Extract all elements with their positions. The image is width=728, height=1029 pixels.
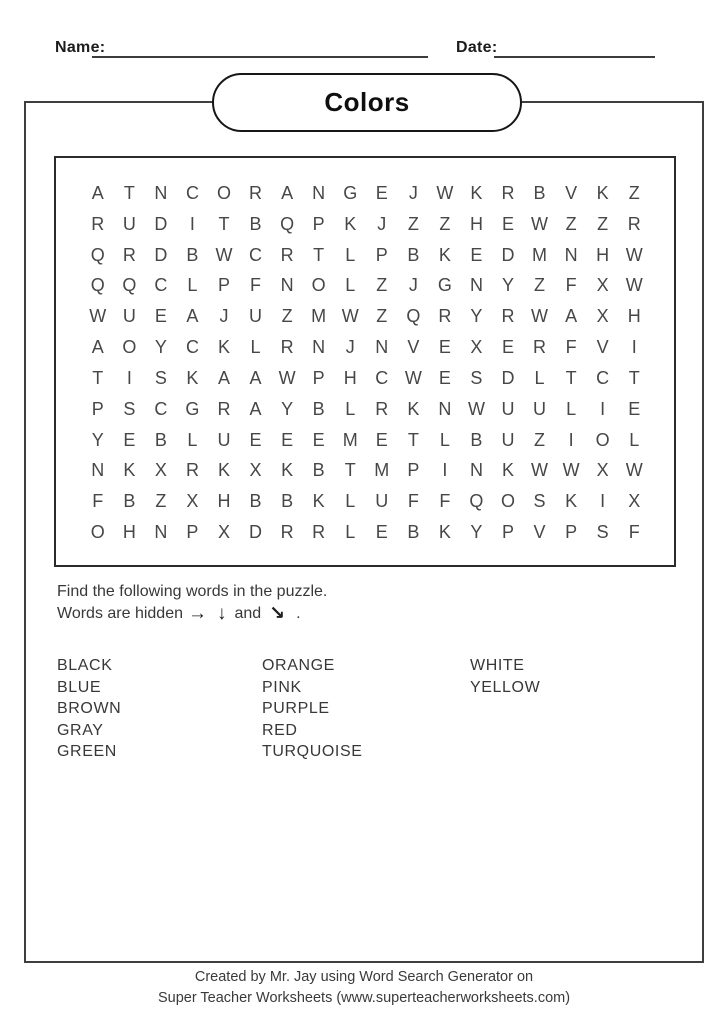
- grid-letter: E: [438, 337, 451, 358]
- grid-letter: Z: [407, 213, 419, 234]
- grid-letter: X: [596, 306, 609, 327]
- grid-letter: Y: [281, 398, 294, 419]
- grid-letter: J: [345, 337, 355, 358]
- grid-letter: I: [600, 491, 606, 512]
- puzzle-grid-box: [54, 156, 676, 567]
- grid-letter: B: [533, 182, 546, 203]
- grid-letter: Q: [122, 275, 137, 296]
- grid-letter: U: [501, 398, 515, 419]
- name-label: Name:: [55, 39, 106, 56]
- grid-letter: N: [280, 275, 294, 296]
- grid-letter: F: [250, 275, 262, 296]
- grid-letter: O: [311, 275, 326, 296]
- grid-letter: H: [343, 367, 357, 388]
- word-list-item: PURPLE: [262, 700, 330, 718]
- grid-letter: R: [217, 398, 231, 419]
- grid-letter: R: [375, 398, 389, 419]
- grid-letter: T: [344, 460, 356, 481]
- grid-letter: E: [375, 522, 388, 543]
- grid-letter: J: [377, 213, 387, 234]
- grid-letter: E: [501, 337, 514, 358]
- grid-letter: D: [249, 522, 263, 543]
- grid-letter: R: [249, 182, 263, 203]
- grid-letter: I: [631, 337, 637, 358]
- instructions-line2-prefix: Words are hidden: [57, 605, 183, 622]
- grid-letter: H: [469, 213, 483, 234]
- grid-letter: B: [312, 398, 325, 419]
- grid-letter: F: [628, 522, 640, 543]
- grid-letter: Z: [565, 213, 577, 234]
- grid-letter: N: [375, 337, 389, 358]
- instructions-period: .: [296, 605, 301, 622]
- grid-letter: R: [122, 244, 136, 265]
- grid-letter: W: [562, 460, 580, 481]
- grid-letter: P: [565, 522, 578, 543]
- grid-letter: C: [185, 337, 199, 358]
- grid-letter: F: [92, 491, 104, 512]
- grid-letter: H: [122, 522, 136, 543]
- grid-letter: K: [312, 491, 325, 512]
- grid-letter: A: [186, 306, 199, 327]
- grid-letter: B: [186, 244, 199, 265]
- grid-letter: X: [470, 337, 483, 358]
- grid-letter: W: [404, 367, 422, 388]
- instructions-and-label: and: [234, 605, 262, 622]
- grid-letter: P: [375, 244, 388, 265]
- grid-letter: K: [565, 491, 578, 512]
- grid-letter: C: [375, 367, 389, 388]
- grid-letter: T: [313, 244, 325, 265]
- grid-letter: B: [470, 429, 483, 450]
- name-blank-line: [92, 56, 428, 58]
- grid-letter: Q: [406, 306, 421, 327]
- grid-letter: M: [311, 306, 327, 327]
- grid-letter: W: [467, 398, 485, 419]
- grid-letter: Q: [90, 244, 105, 265]
- grid-letter: C: [154, 398, 168, 419]
- grid-letter: T: [218, 213, 230, 234]
- grid-letter: H: [596, 244, 610, 265]
- down-arrow-icon: ↓: [217, 603, 227, 624]
- grid-letter: V: [533, 522, 546, 543]
- grid-letter: R: [501, 182, 515, 203]
- grid-letter: J: [408, 182, 418, 203]
- grid-letter: B: [123, 491, 136, 512]
- grid-letter: S: [154, 367, 167, 388]
- grid-letter: Z: [534, 275, 546, 296]
- grid-letter: E: [501, 213, 514, 234]
- grid-letter: Z: [281, 306, 293, 327]
- word-list-item: GREEN: [57, 743, 117, 761]
- grid-letter: R: [438, 306, 452, 327]
- grid-letter: W: [278, 367, 296, 388]
- grid-letter: V: [407, 337, 420, 358]
- grid-letter: N: [154, 182, 168, 203]
- grid-letter: J: [408, 275, 418, 296]
- grid-letter: D: [501, 367, 515, 388]
- grid-letter: A: [565, 306, 578, 327]
- grid-letter: U: [122, 306, 136, 327]
- grid-letter: R: [185, 460, 199, 481]
- grid-letter: E: [249, 429, 262, 450]
- grid-letter: I: [600, 398, 606, 419]
- grid-letter: Q: [90, 275, 105, 296]
- footer-line2: Super Teacher Worksheets (www.superteacherworksheets.com): [157, 990, 571, 1006]
- footer-credit: [0, 967, 728, 1009]
- title-pill: [212, 73, 522, 132]
- grid-letter: X: [628, 491, 641, 512]
- grid-letter: C: [249, 244, 263, 265]
- grid-letter: E: [438, 367, 451, 388]
- word-list-column: [470, 655, 678, 763]
- grid-letter: O: [216, 182, 231, 203]
- grid-letter: O: [595, 429, 610, 450]
- grid-letter: F: [439, 491, 451, 512]
- grid-letter: E: [154, 306, 167, 327]
- grid-letter: O: [122, 337, 137, 358]
- grid-letter: Z: [439, 213, 451, 234]
- grid-letter: K: [596, 182, 609, 203]
- grid-letter: K: [217, 460, 230, 481]
- word-list-item: WHITE: [470, 657, 525, 674]
- grid-letter: R: [533, 337, 547, 358]
- grid-letter: K: [217, 337, 230, 358]
- grid-letter: T: [407, 429, 419, 450]
- grid-letter: L: [629, 429, 640, 450]
- letter-grid: [82, 178, 650, 548]
- grid-letter: B: [281, 491, 294, 512]
- word-list-item: PINK: [262, 678, 302, 696]
- grid-letter: W: [89, 306, 107, 327]
- grid-letter: R: [501, 306, 515, 327]
- grid-letter: X: [217, 522, 230, 543]
- grid-letter: N: [438, 398, 452, 419]
- date-label: Date:: [456, 39, 498, 56]
- grid-letter: U: [533, 398, 547, 419]
- grid-letter: Z: [155, 491, 167, 512]
- grid-letter: X: [186, 491, 199, 512]
- grid-letter: Y: [470, 306, 483, 327]
- instructions-line2: [57, 603, 327, 625]
- grid-letter: A: [91, 182, 104, 203]
- grid-letter: S: [123, 398, 136, 419]
- grid-letter: Z: [376, 275, 388, 296]
- grid-letter: E: [628, 398, 641, 419]
- grid-letter: W: [215, 244, 233, 265]
- grid-letter: A: [91, 337, 104, 358]
- grid-letter: S: [533, 491, 546, 512]
- grid-letter: R: [91, 213, 105, 234]
- grid-letter: Y: [501, 275, 514, 296]
- grid-letter: O: [500, 491, 515, 512]
- grid-letter: B: [249, 213, 262, 234]
- grid-letter: N: [91, 460, 105, 481]
- grid-letter: P: [312, 367, 325, 388]
- grid-letter: F: [565, 275, 577, 296]
- grid-letter: E: [123, 429, 136, 450]
- grid-letter: R: [627, 213, 641, 234]
- word-list: [57, 655, 678, 763]
- grid-letter: W: [625, 460, 643, 481]
- grid-letter: B: [407, 244, 420, 265]
- grid-letter: C: [185, 182, 199, 203]
- word-list-column: [57, 655, 262, 763]
- grid-letter: I: [126, 367, 132, 388]
- grid-letter: S: [596, 522, 609, 543]
- grid-letter: K: [438, 244, 451, 265]
- grid-letter: Y: [91, 429, 104, 450]
- grid-letter: Z: [376, 306, 388, 327]
- grid-letter: R: [280, 522, 294, 543]
- grid-letter: M: [342, 429, 358, 450]
- word-list-item: YELLOW: [470, 678, 541, 696]
- right-arrow-icon: →: [188, 603, 207, 624]
- grid-letter: G: [185, 398, 200, 419]
- grid-letter: P: [186, 522, 199, 543]
- grid-letter: B: [312, 460, 325, 481]
- grid-letter: K: [186, 367, 199, 388]
- grid-letter: U: [122, 213, 136, 234]
- grid-letter: G: [343, 182, 358, 203]
- grid-letter: W: [625, 244, 643, 265]
- grid-letter: Z: [534, 429, 546, 450]
- grid-letter: W: [531, 460, 549, 481]
- word-list-item: BLACK: [57, 657, 113, 674]
- grid-letter: H: [627, 306, 641, 327]
- grid-letter: L: [250, 337, 261, 358]
- grid-letter: T: [92, 367, 104, 388]
- grid-letter: L: [345, 522, 356, 543]
- footer-line1: Created by Mr. Jay using Word Search Generator on: [194, 969, 534, 985]
- grid-letter: H: [217, 491, 231, 512]
- grid-letter: A: [281, 182, 294, 203]
- grid-letter: W: [531, 213, 549, 234]
- grid-letter: B: [154, 429, 167, 450]
- grid-letter: T: [565, 367, 577, 388]
- grid-letter: L: [566, 398, 577, 419]
- grid-letter: B: [407, 522, 420, 543]
- grid-letter: J: [219, 306, 229, 327]
- grid-letter: D: [501, 244, 515, 265]
- grid-letter: Z: [628, 182, 640, 203]
- grid-letter: K: [501, 460, 514, 481]
- grid-letter: N: [312, 337, 326, 358]
- diagonal-down-right-arrow-icon: ↘: [269, 603, 286, 624]
- grid-letter: R: [312, 522, 326, 543]
- word-list-item: BLUE: [57, 678, 102, 696]
- grid-letter: P: [501, 522, 514, 543]
- grid-letter: D: [154, 244, 168, 265]
- grid-letter: X: [249, 460, 262, 481]
- grid-letter: E: [470, 244, 483, 265]
- grid-letter: V: [565, 182, 578, 203]
- grid-letter: P: [407, 460, 420, 481]
- date-blank-line: [494, 56, 655, 58]
- grid-letter: A: [217, 367, 230, 388]
- grid-letter: K: [281, 460, 294, 481]
- grid-letter: E: [375, 429, 388, 450]
- grid-letter: N: [154, 522, 168, 543]
- grid-letter: F: [407, 491, 419, 512]
- grid-letter: W: [625, 275, 643, 296]
- grid-letter: K: [407, 398, 420, 419]
- page-title: Colors: [324, 87, 410, 117]
- grid-letter: Y: [154, 337, 167, 358]
- grid-letter: U: [249, 306, 263, 327]
- grid-letter: E: [281, 429, 294, 450]
- grid-letter: C: [154, 275, 168, 296]
- word-list-item: TURQUOISE: [262, 743, 363, 761]
- grid-letter: L: [187, 275, 198, 296]
- grid-letter: R: [280, 337, 294, 358]
- grid-letter: W: [341, 306, 359, 327]
- grid-letter: I: [189, 213, 195, 234]
- grid-letter: E: [375, 182, 388, 203]
- grid-letter: G: [437, 275, 452, 296]
- word-list-item: ORANGE: [262, 657, 335, 674]
- grid-letter: N: [469, 275, 483, 296]
- grid-letter: P: [91, 398, 104, 419]
- grid-letter: L: [345, 398, 356, 419]
- grid-letter: K: [438, 522, 451, 543]
- grid-letter: Q: [280, 213, 295, 234]
- grid-letter: P: [312, 213, 325, 234]
- grid-letter: W: [436, 182, 454, 203]
- grid-letter: I: [442, 460, 448, 481]
- grid-letter: I: [568, 429, 574, 450]
- grid-letter: D: [154, 213, 168, 234]
- grid-letter: L: [345, 491, 356, 512]
- grid-letter: Q: [469, 491, 484, 512]
- grid-letter: L: [439, 429, 450, 450]
- grid-letter: F: [565, 337, 577, 358]
- grid-letter: T: [628, 367, 640, 388]
- grid-letter: K: [344, 213, 357, 234]
- grid-letter: Y: [470, 522, 483, 543]
- grid-letter: X: [596, 275, 609, 296]
- grid-letter: L: [345, 275, 356, 296]
- grid-letter: L: [345, 244, 356, 265]
- grid-letter: S: [470, 367, 483, 388]
- grid-letter: K: [470, 182, 483, 203]
- grid-letter: K: [123, 460, 136, 481]
- grid-letter: N: [312, 182, 326, 203]
- instructions: [57, 581, 327, 625]
- grid-letter: Z: [597, 213, 609, 234]
- grid-letter: X: [154, 460, 167, 481]
- grid-letter: C: [596, 367, 610, 388]
- word-list-item: BROWN: [57, 700, 122, 718]
- word-list-item: RED: [262, 721, 298, 739]
- grid-letter: M: [374, 460, 390, 481]
- grid-letter: U: [217, 429, 231, 450]
- grid-letter: U: [501, 429, 515, 450]
- grid-letter: N: [564, 244, 578, 265]
- word-list-item: GRAY: [57, 721, 104, 739]
- grid-letter: A: [249, 398, 262, 419]
- grid-letter: U: [375, 491, 389, 512]
- grid-letter: X: [596, 460, 609, 481]
- grid-letter: T: [123, 182, 135, 203]
- grid-letter: E: [312, 429, 325, 450]
- grid-letter: O: [90, 522, 105, 543]
- grid-letter: R: [280, 244, 294, 265]
- word-list-column: [262, 655, 470, 763]
- grid-letter: L: [534, 367, 545, 388]
- grid-letter: V: [596, 337, 609, 358]
- grid-letter: M: [532, 244, 548, 265]
- grid-letter: P: [217, 275, 230, 296]
- grid-letter: B: [249, 491, 262, 512]
- grid-letter: W: [531, 306, 549, 327]
- grid-letter: A: [249, 367, 262, 388]
- instructions-line1: Find the following words in the puzzle.: [57, 583, 328, 600]
- grid-letter: N: [469, 460, 483, 481]
- grid-letter: L: [187, 429, 198, 450]
